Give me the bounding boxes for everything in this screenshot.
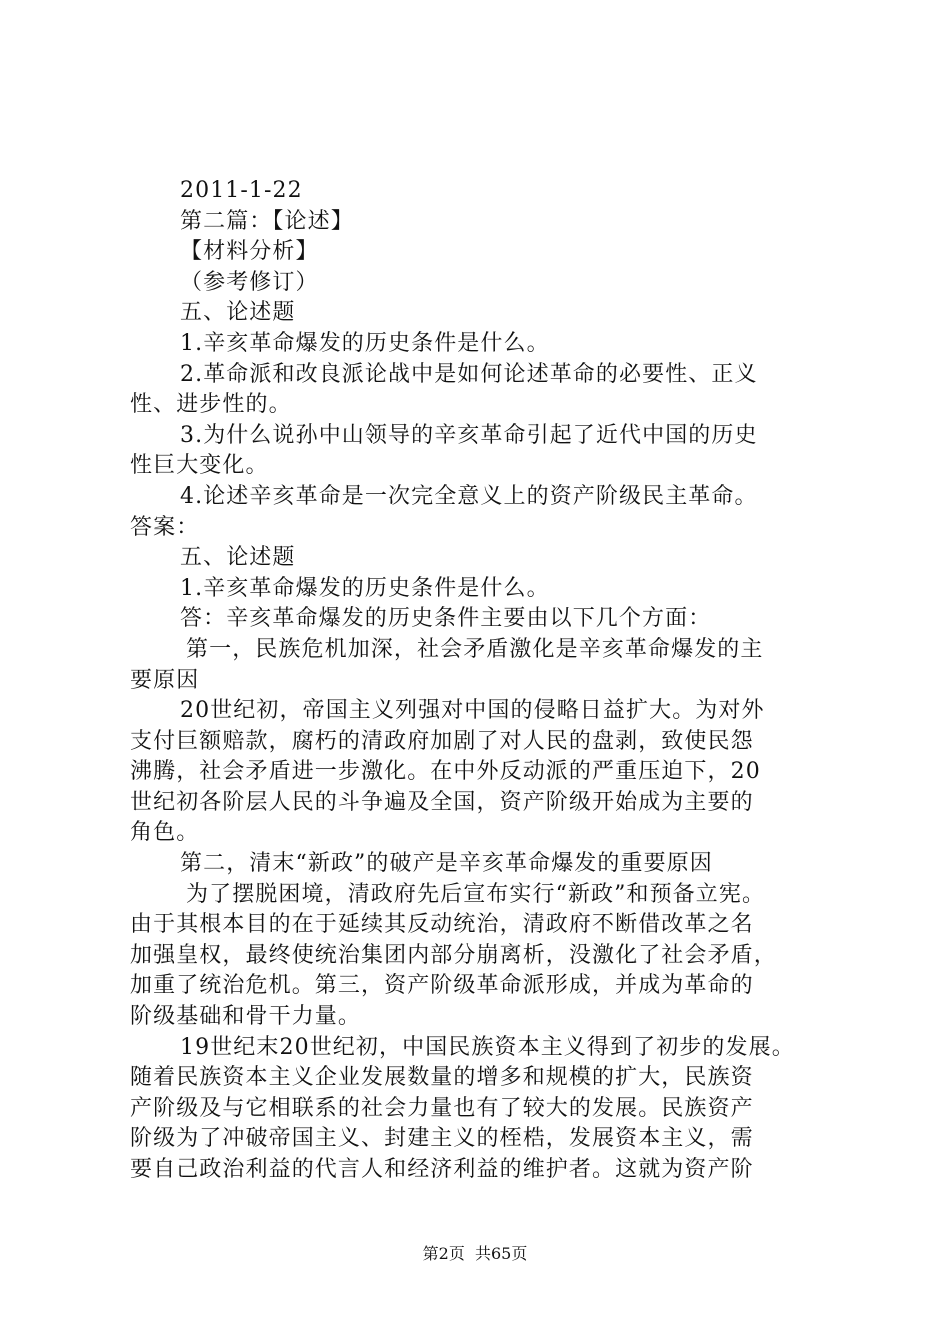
page-number-label: 第2页 共65页 (422, 1244, 528, 1263)
text-line: 由于其根本目的在于延续其反动统治，清政府不断借改革之名 (130, 912, 754, 938)
text-line: 阶级基础和骨干力量。 (130, 1004, 362, 1030)
text-line: 加重了统治危机。第三，资产阶级革命派形成，并成为革命的 (130, 973, 754, 999)
text-line: 角色。 (130, 820, 200, 846)
text-line: 第二篇：【论述】 (180, 208, 354, 234)
page-footer (0, 1244, 950, 1264)
text-line: 五、论述题 (180, 300, 296, 326)
text-line: 五、论述题 (180, 545, 296, 571)
text-line: 2.革命派和改良派论战中是如何论述革命的必要性、正义 (180, 361, 758, 387)
text-line: 加强皇权，最终使统治集团内部分崩离析，没激化了社会矛盾， (130, 942, 777, 968)
text-line: 产阶级及与它相联系的社会力量也有了较大的发展。民族资产 (130, 1095, 754, 1121)
text-line: 第二，清末“新政”的破产是辛亥革命爆发的重要原因 (180, 851, 713, 877)
text-line: 要原因 (130, 667, 200, 693)
text-line: 答案： (130, 514, 200, 540)
text-line: 【材料分析】 (180, 239, 319, 265)
text-line: 1.辛亥革命爆发的历史条件是什么。 (180, 575, 550, 601)
text-line: 支付巨额赔款，腐朽的清政府加剧了对人民的盘剥，致使民怨 (130, 728, 754, 754)
text-line: 3.为什么说孙中山领导的辛亥革命引起了近代中国的历史 (180, 422, 758, 448)
text-line: 随着民族资本主义企业发展数量的增多和规模的扩大，民族资 (130, 1065, 754, 1091)
text-line: 第一，民族危机加深，社会矛盾激化是辛亥革命爆发的主 (186, 636, 764, 662)
text-line: 为了摆脱困境，清政府先后宣布实行“新政”和预备立宪。 (186, 881, 766, 907)
document-body (130, 176, 850, 1186)
text-line: 性、进步性的。 (130, 392, 292, 418)
text-line: 阶级为了冲破帝国主义、封建主义的桎梏，发展资本主义，需 (130, 1126, 754, 1152)
text-line: 沸腾，社会矛盾进一步激化。在中外反动派的严重压迫下，20 (130, 759, 761, 785)
text-line: 性巨大变化。 (130, 453, 269, 479)
text-line: 4.论述辛亥革命是一次完全意义上的资产阶级民主革命。 (180, 483, 758, 509)
text-line: 答：辛亥革命爆发的历史条件主要由以下几个方面： (180, 606, 712, 632)
text-line: 要自己政治利益的代言人和经济利益的维护者。这就为资产阶 (130, 1157, 754, 1182)
text-line: 20世纪初，帝国主义列强对中国的侵略日益扩大。为对外 (180, 698, 765, 724)
text-line: 19世纪末20世纪初，中国民族资本主义得到了初步的发展。 (180, 1034, 795, 1060)
text-line: 世纪初各阶层人民的斗争遍及全国，资产阶级开始成为主要的 (130, 789, 754, 815)
text-line: 1.辛亥革命爆发的历史条件是什么。 (180, 330, 550, 356)
text-line: 2011-1-22 (180, 178, 303, 203)
text-line: （参考修订） (180, 269, 319, 295)
